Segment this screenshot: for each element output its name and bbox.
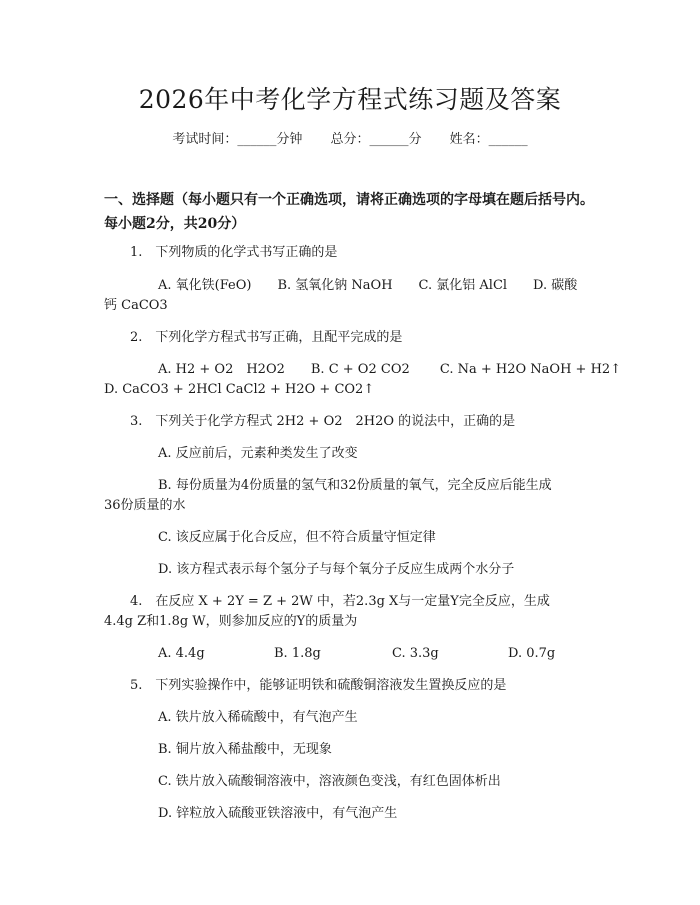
question-3-option-c: C. 该反应属于化合反应，但不符合质量守恒定律 [158, 530, 436, 545]
question-4-option-d: D. 0.7g [508, 646, 556, 661]
question-4-stem-wrap: 4.4g Z和1.8g W，则参加反应的Y的质量为 [104, 614, 358, 629]
question-1-stem: 1. 下列物质的化学式书写正确的是 [130, 245, 338, 260]
section-heading [104, 188, 604, 236]
question-1-options-wrap: 钙 CaCO3 [104, 298, 168, 313]
question-5-option-b: B. 铜片放入稀盐酸中，无现象 [158, 742, 332, 757]
section-heading-line1: 一、选择题（每小题只有一个正确选项，请将正确选项的字母填在题后括号内。 [104, 192, 594, 208]
question-3-stem: 3. 下列关于化学方程式 2H2 + O2 2H2O 的说法中，正确的是 [130, 414, 516, 429]
question-4-options [104, 642, 658, 666]
question-5-option-a: A. 铁片放入稀硫酸中，有气泡产生 [158, 710, 358, 725]
question-5-option-d: D. 锌粒放入硫酸亚铁溶液中，有气泡产生 [158, 806, 398, 821]
question-3-option-d: D. 该方程式表示每个氢分子与每个氧分子反应生成两个水分子 [158, 562, 515, 577]
question-4-option-a: A. 4.4g [158, 646, 205, 661]
document-title: 2026年中考化学方程式练习题及答案 [138, 85, 562, 114]
question-3-option-b: B. 每份质量为4份质量的氢气和32份质量的氧气，完全反应后能生成 [158, 478, 552, 493]
exam-name: 姓名：______ [449, 132, 528, 147]
question-3-option-a: A. 反应前后，元素种类发生了改变 [158, 446, 358, 461]
exam-score: 总分：______分 [330, 132, 422, 147]
exam-time: 考试时间：______分钟 [172, 132, 303, 147]
question-3-option-b-wrap: 36份质量的水 [104, 498, 186, 513]
question-2-stem: 2. 下列化学方程式书写正确，且配平完成的是 [130, 330, 403, 345]
question-2-options-wrap: D. CaCO3 + 2HCl CaCl2 + H2O + CO2↑ [104, 382, 375, 397]
exam-meta [0, 130, 700, 150]
section-heading-line2: 每小题2分，共20分） [104, 216, 246, 232]
question-1-options: A. 氧化铁(FeO) B. 氢氧化钠 NaOH C. 氯化铝 AlCl D. 碳酸 [158, 278, 578, 293]
question-2-options: A. H2 + O2 H2O2 B. C + O2 CO2 C. Na + H2O NaOH + H2↑ [158, 362, 622, 377]
question-4-option-b: B. 1.8g [274, 646, 321, 661]
question-5-option-c: C. 铁片放入硫酸铜溶液中，溶液颜色变浅，有红色固体析出 [158, 774, 501, 789]
question-4-option-c: C. 3.3g [392, 646, 439, 661]
question-4-stem: 4. 在反应 X + 2Y = Z + 2W 中，若2.3g X与一定量Y完全反应，生成 [130, 594, 550, 609]
question-5-stem: 5. 下列实验操作中，能够证明铁和硫酸铜溶液发生置换反应的是 [130, 678, 507, 693]
